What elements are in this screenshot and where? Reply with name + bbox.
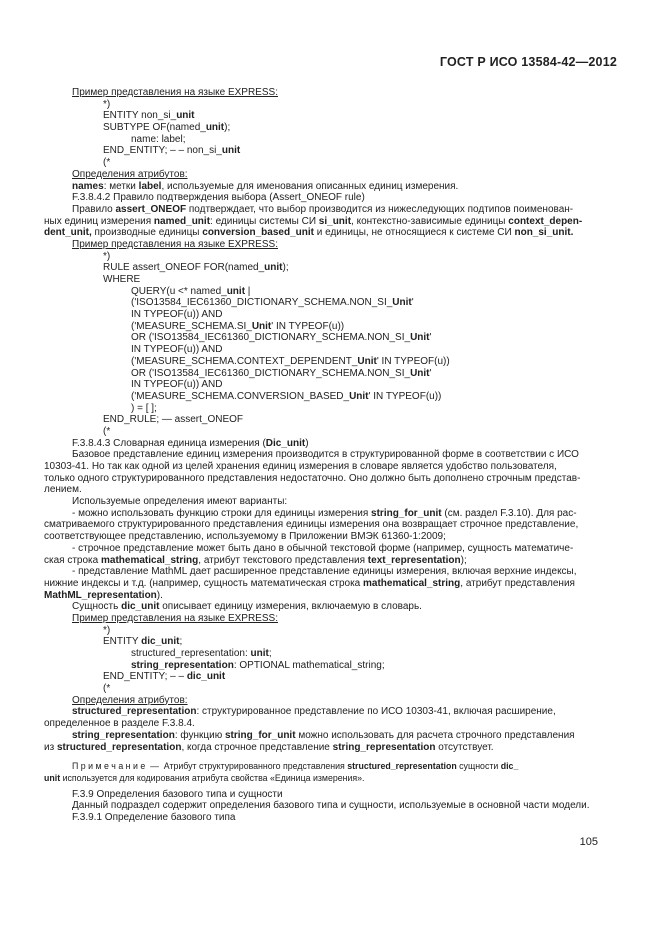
text-segment: OR ('ISO13584_IEC61360_DICTIONARY_SCHEMA.NON_SI_ <box>131 332 411 344</box>
text-segment: можно использовать для расчета строчного представления <box>295 729 575 741</box>
text-segment: END_ENTITY; – – non_si_ <box>103 145 222 157</box>
text-segment: сущности <box>456 761 501 772</box>
text-segment: SUBTYPE OF(named_ <box>103 122 206 134</box>
text-segment: и единицы, не относящиеся к системе СИ <box>313 227 515 239</box>
text-segment: MathML_representation <box>44 589 157 601</box>
example-heading <box>44 239 619 251</box>
text-segment: unit <box>264 262 283 274</box>
text-segment: string_for_unit <box>371 507 442 519</box>
text-segment: Используемые определения имеют варианты: <box>72 496 288 508</box>
text-segment: Unit <box>349 390 369 402</box>
text-segment: | <box>245 285 251 297</box>
note-line <box>44 773 619 785</box>
text-line <box>44 519 619 531</box>
text-segment: - можно использовать функцию строки для единицы измерения <box>72 507 372 519</box>
text-segment: QUERY(u <* named_ <box>131 285 227 297</box>
text-segment: dic_unit <box>186 671 226 683</box>
text-segment: ) = [ ]; <box>131 402 157 414</box>
text-segment: , контекстно-зависимые единицы <box>351 215 509 227</box>
text-segment: : метки <box>103 180 139 192</box>
text-segment: отсутствует. <box>435 741 494 753</box>
text-segment: conversion_based_unit <box>202 227 314 239</box>
text-segment: Данный подраздел содержит определения базового типа и сущности, используемые в основной части модели. <box>72 800 590 812</box>
text-segment: dic_unit <box>141 636 180 648</box>
text-segment: unit <box>205 122 225 134</box>
text-line <box>44 590 619 602</box>
text-segment: сматриваемого структурированного представления единицы измерения она возвращает строчное представление, <box>44 519 579 531</box>
text-segment: IN TYPEOF(u)) AND <box>131 309 223 321</box>
list-item <box>44 543 619 555</box>
text-segment: ; <box>179 636 183 648</box>
text-segment: ' IN TYPEOF(u)) <box>271 320 345 332</box>
code-line <box>44 391 619 403</box>
code-line <box>44 648 619 660</box>
attributes-heading <box>44 695 619 707</box>
text-segment: (* <box>103 425 111 437</box>
text-segment: ('MEASURE_SCHEMA.CONTEXT_DEPENDENT_ <box>131 355 358 367</box>
text-segment: ' IN TYPEOF(u)) <box>368 390 442 402</box>
text-segment: соответствующее представлению, используемому в Приложении ВМЭК 61360-1:2009; <box>44 531 446 543</box>
text-line <box>44 718 619 730</box>
text-segment: structured_representation <box>72 706 197 718</box>
code-line <box>44 414 619 426</box>
code-line <box>44 344 619 356</box>
text-segment: *) <box>103 624 111 636</box>
code-line <box>44 262 619 274</box>
text-segment: structured_representation <box>347 761 457 772</box>
text-segment: string_representation <box>332 741 436 753</box>
text-segment: mathematical_string <box>101 554 199 566</box>
text-segment: ENTITY <box>103 636 142 648</box>
document-body <box>44 87 619 824</box>
text-segment: END_ENTITY; – – <box>103 671 187 683</box>
text-segment: unit <box>176 110 195 122</box>
attributes-heading <box>44 169 619 181</box>
text-segment: из <box>44 741 57 753</box>
text-segment: 10303-41. Но так как одной из целей хранения единиц измерения в словаре является удобство пользователя, <box>44 461 557 472</box>
note-line <box>44 761 619 773</box>
code-line <box>44 122 619 134</box>
text-segment: нижние индексы и т.д. (например, сущность математическая строка <box>44 577 364 589</box>
text-segment: Unit <box>410 332 430 344</box>
text-segment: ); <box>282 262 289 274</box>
code-line <box>44 403 619 415</box>
text-segment: text_representation <box>367 554 461 566</box>
text-segment: : функцию <box>174 729 225 741</box>
code-line <box>44 309 619 321</box>
text-segment: (* <box>103 157 111 169</box>
text-segment: ных единиц измерения <box>44 215 154 227</box>
example-heading <box>44 87 619 99</box>
text-segment: ); <box>460 554 467 566</box>
text-segment: IN TYPEOF(u)) AND <box>131 379 223 391</box>
text-line <box>44 473 619 485</box>
text-segment: Определения атрибутов: <box>72 694 188 706</box>
text-segment: string_for_unit <box>224 729 296 741</box>
text-segment: Сущность <box>72 601 122 613</box>
text-line <box>44 730 619 742</box>
text-segment: unit <box>250 648 269 659</box>
text-segment: Unit <box>251 320 272 332</box>
code-line <box>44 251 619 263</box>
list-item <box>44 508 619 520</box>
text-segment: Базовое представление единиц измерения производится в структурированной форме в соответствии с ИСО <box>72 449 579 461</box>
code-line <box>44 321 619 333</box>
text-segment: ) <box>305 437 309 449</box>
code-line <box>44 356 619 368</box>
text-segment: unit <box>221 145 241 157</box>
text-segment: ' <box>411 297 414 309</box>
text-line <box>44 227 619 239</box>
text-segment: Пример представления на языке EXPRESS: <box>72 612 278 624</box>
text-line <box>44 742 619 754</box>
text-segment: string_representation <box>72 729 175 741</box>
text-segment: лением. <box>44 484 82 496</box>
text-segment: ). <box>156 589 163 601</box>
code-line <box>44 274 619 286</box>
code-line <box>44 134 619 146</box>
text-segment: WHERE <box>103 274 141 285</box>
section-heading <box>44 812 619 824</box>
text-segment: производные единицы <box>91 227 203 239</box>
text-line <box>44 800 619 812</box>
text-segment: ' <box>429 332 432 344</box>
text-segment: label <box>138 180 162 192</box>
text-segment: , атрибут текстового представления <box>198 554 368 566</box>
text-line <box>44 601 619 613</box>
text-segment: names <box>72 180 104 192</box>
text-segment: IN TYPEOF(u)) AND <box>131 344 223 356</box>
text-segment: dic_unit <box>121 601 160 613</box>
text-segment: non_si_unit. <box>514 227 574 239</box>
text-segment: Unit <box>357 355 377 367</box>
text-segment: Dic_unit <box>265 437 306 449</box>
text-line <box>44 578 619 590</box>
text-segment: unit <box>226 285 246 297</box>
code-line <box>44 426 619 438</box>
text-line <box>44 449 619 461</box>
page-number: 105 <box>579 836 598 848</box>
text-segment: (см. раздел F.3.10). Для рас- <box>441 507 577 519</box>
code-line <box>44 660 619 672</box>
text-line <box>44 496 619 508</box>
text-segment: dic_ <box>500 761 519 772</box>
section-heading <box>44 438 619 450</box>
text-segment: : единицы системы СИ <box>210 215 319 227</box>
text-line <box>44 555 619 567</box>
text-segment: RULE assert_ONEOF FOR(named_ <box>103 262 265 274</box>
code-line <box>44 145 619 157</box>
text-segment: , когда строчное представление <box>181 741 333 753</box>
text-segment: Определения атрибутов: <box>72 168 188 180</box>
text-segment: определенное в разделе F.3.8.4. <box>44 718 195 730</box>
text-segment: END_RULE; — assert_ONEOF <box>103 414 244 426</box>
text-segment: F.3.9.1 Определение базового типа <box>72 811 236 823</box>
text-segment: structured_representation <box>56 741 182 753</box>
text-segment: Unit <box>392 297 412 309</box>
text-segment: используется для кодирования атрибута свойства «Единица измерения». <box>60 772 365 783</box>
text-segment: (* <box>103 683 111 695</box>
text-segment: named_unit <box>153 215 211 227</box>
text-segment: Unit <box>410 367 430 379</box>
text-segment: ' IN TYPEOF(u)) <box>376 355 450 367</box>
text-segment: подтверждает, что выбор производится из нижеследующих подтипов поименован- <box>186 203 574 215</box>
text-segment: П р и м е ч а н и е — Атрибут структурированного представления <box>72 761 348 772</box>
code-line <box>44 99 619 111</box>
list-item <box>44 566 619 578</box>
text-segment: ; <box>268 648 272 659</box>
code-line <box>44 332 619 344</box>
text-segment: Пример представления на языке EXPRESS: <box>72 238 278 250</box>
text-segment: *) <box>103 250 111 262</box>
standard-designation: ГОСТ Р ИСО 13584-42—2012 <box>439 55 617 69</box>
text-segment: ская строка <box>44 554 101 566</box>
text-segment: *) <box>103 98 111 110</box>
text-line <box>44 484 619 496</box>
text-segment: Пример представления на языке EXPRESS: <box>72 87 278 98</box>
section-heading <box>44 789 619 801</box>
section-heading <box>44 192 619 204</box>
text-segment: OR ('ISO13584_IEC61360_DICTIONARY_SCHEMA.NON_SI_ <box>131 367 411 379</box>
code-line <box>44 297 619 309</box>
text-segment: si_unit <box>318 215 352 227</box>
text-segment: context_depen- <box>508 215 583 227</box>
text-line <box>44 461 619 473</box>
text-segment: structured_representation: <box>131 648 251 659</box>
text-segment: string_representation <box>131 659 234 671</box>
text-line <box>44 531 619 543</box>
text-segment: unit <box>44 772 61 783</box>
text-segment: ('ISO13584_IEC61360_DICTIONARY_SCHEMA.NON_SI_ <box>131 297 393 309</box>
text-segment: , атрибут представления <box>460 577 575 589</box>
text-segment: mathematical_string <box>363 577 461 589</box>
text-segment: F.3.8.4.2 Правило подтверждения выбора (Assert_ONEOF rule) <box>72 192 365 204</box>
text-segment: ('MEASURE_SCHEMA.CONVERSION_BASED_ <box>131 390 350 402</box>
code-line <box>44 110 619 122</box>
text-segment: ENTITY non_si_ <box>103 110 177 122</box>
code-line <box>44 671 619 683</box>
code-line <box>44 379 619 391</box>
text-line <box>44 216 619 228</box>
text-segment: описывает единицу измерения, включаемую в словарь. <box>159 601 422 613</box>
code-line <box>44 683 619 695</box>
text-segment: Правило <box>72 203 116 215</box>
code-line <box>44 286 619 298</box>
text-segment: F.3.9 Определения базового типа и сущности <box>72 788 283 800</box>
text-segment: ('MEASURE_SCHEMA.SI_ <box>131 320 252 332</box>
text-segment: только одного структурированного представления недостаточно. Оно должно быть дополнено строчным представ- <box>44 472 581 484</box>
text-segment: - представление MathML дает расширенное представление единицы измерения, включая верхние индексы, <box>72 566 577 578</box>
text-segment: assert_ONEOF <box>115 203 187 215</box>
text-line <box>44 706 619 718</box>
text-segment: dent_unit, <box>44 227 92 239</box>
text-line <box>44 181 619 193</box>
code-line <box>44 157 619 169</box>
text-line <box>44 204 619 216</box>
code-line <box>44 368 619 380</box>
code-line <box>44 636 619 648</box>
text-segment: - строчное представление может быть дано в обычной текстовой форме (например, сущность математиче- <box>72 542 574 554</box>
text-segment: : структурированное представление по ИСО 10303-41, включая расширение, <box>196 706 556 718</box>
text-segment: , используемые для именования описанных единиц измерения. <box>161 180 459 192</box>
text-segment: ' <box>429 367 432 379</box>
text-segment: ); <box>224 122 231 134</box>
text-segment: name: label; <box>131 133 186 145</box>
code-line <box>44 625 619 637</box>
text-segment: : OPTIONAL mathematical_string; <box>233 659 385 671</box>
example-heading <box>44 613 619 625</box>
text-segment: F.3.8.4.3 Словарная единица измерения ( <box>72 437 266 449</box>
